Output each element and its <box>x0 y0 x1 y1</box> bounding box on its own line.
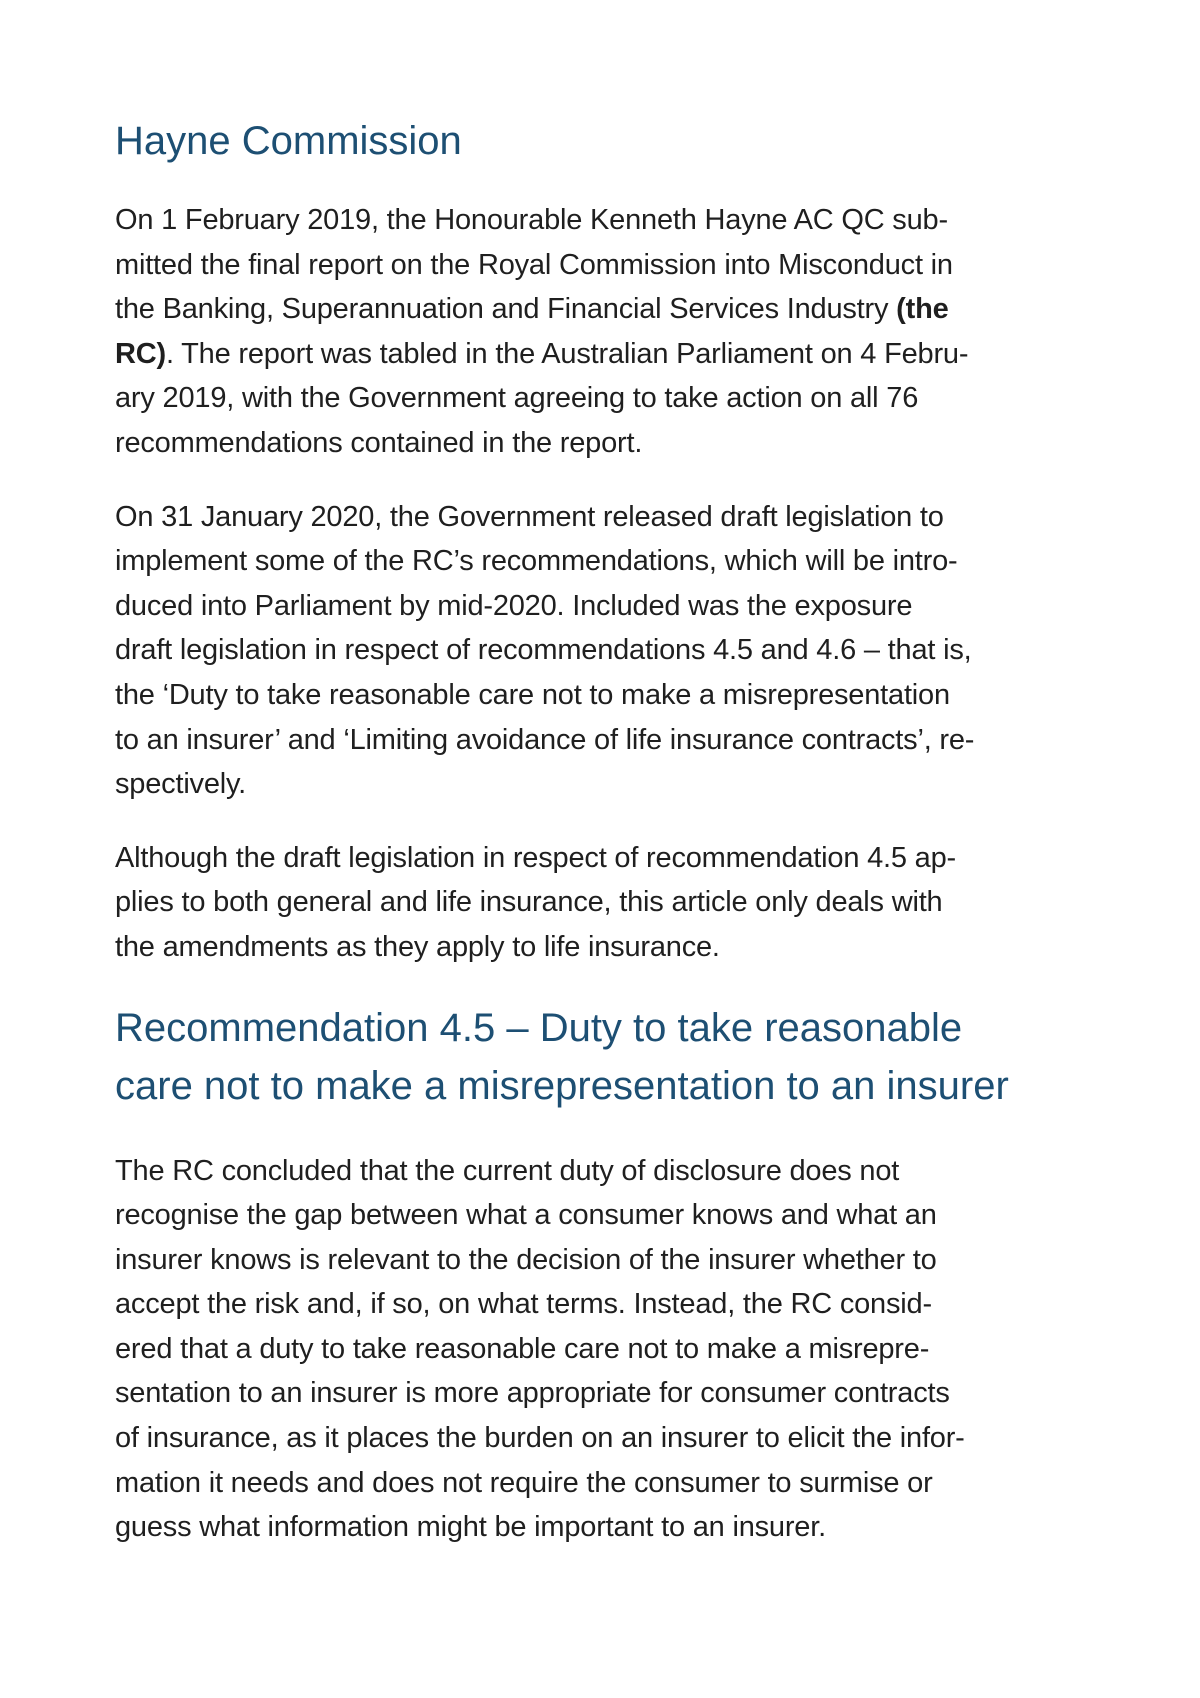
heading-line: care not to make a misrepresentation to an insurer <box>115 1063 1009 1108</box>
text-line: ered that a duty to take reasonable care not to make a misrepre- <box>115 1332 930 1365</box>
section-heading-recommendation-4-5 <box>115 999 1105 1115</box>
text-line: recommendations contained in the report. <box>115 426 643 459</box>
text-line: of insurance, as it places the burden on an insurer to elicit the infor- <box>115 1422 965 1455</box>
paragraph-rc-conclusion <box>115 1149 1105 1550</box>
text-line: draft legislation in respect of recommendations 4.5 and 4.6 – that is, <box>115 634 972 667</box>
text-line: mitted the final report on the Royal Commission into Misconduct in <box>115 248 953 281</box>
text-line: ary 2019, with the Government agreeing to take action on all 76 <box>115 382 919 415</box>
text-line: plies to both general and life insurance, this article only deals with <box>115 886 943 919</box>
text-line <box>115 287 1105 332</box>
text-line: the ‘Duty to take reasonable care not to make a misrepresentation <box>115 678 950 711</box>
text-line: The RC concluded that the current duty of disclosure does not <box>115 1154 900 1187</box>
text-line: the amendments as they apply to life insurance. <box>115 930 720 963</box>
text-line: to an insurer’ and ‘Limiting avoidance of life insurance contracts’, re- <box>115 723 975 756</box>
defined-term: RC) <box>115 337 166 370</box>
text-line: insurer knows is relevant to the decision of the insurer whether to <box>115 1243 937 1276</box>
paragraph-draft-legislation <box>115 495 1105 807</box>
text-line: duced into Parliament by mid-2020. Included was the exposure <box>115 589 913 622</box>
text-segment: the Banking, Superannuation and Financial Services Industry <box>115 293 897 326</box>
text-line: Although the draft legislation in respect of recommendation 4.5 ap- <box>115 841 956 874</box>
document-page <box>115 112 1105 1579</box>
text-line: On 1 February 2019, the Honourable Kenneth Hayne AC QC sub- <box>115 204 948 236</box>
text-line: accept the risk and, if so, on what terms. Instead, the RC consid- <box>115 1288 932 1321</box>
paragraph-scope-note <box>115 836 1105 970</box>
text-segment: . The report was tabled in the Australian Parliament on 4 Febru- <box>165 337 969 370</box>
text-line: sentation to an insurer is more appropriate for consumer contracts <box>115 1377 950 1410</box>
section-heading-hayne-commission: Hayne Commission <box>115 119 462 163</box>
text-line: recognise the gap between what a consumer knows and what an <box>115 1199 937 1232</box>
text-line: On 31 January 2020, the Government released draft legislation to <box>115 500 944 533</box>
text-line: mation it needs and does not require the consumer to surmise or <box>115 1466 933 1499</box>
defined-term: (the <box>896 293 949 326</box>
text-line: guess what information might be important to an insurer. <box>115 1511 826 1544</box>
text-line <box>115 332 1105 377</box>
paragraph-final-report <box>115 198 1105 466</box>
text-line: spectively. <box>115 768 247 801</box>
heading-line: Recommendation 4.5 – Duty to take reasonable <box>115 1005 963 1050</box>
text-line: implement some of the RC’s recommendations, which will be intro- <box>115 545 958 578</box>
